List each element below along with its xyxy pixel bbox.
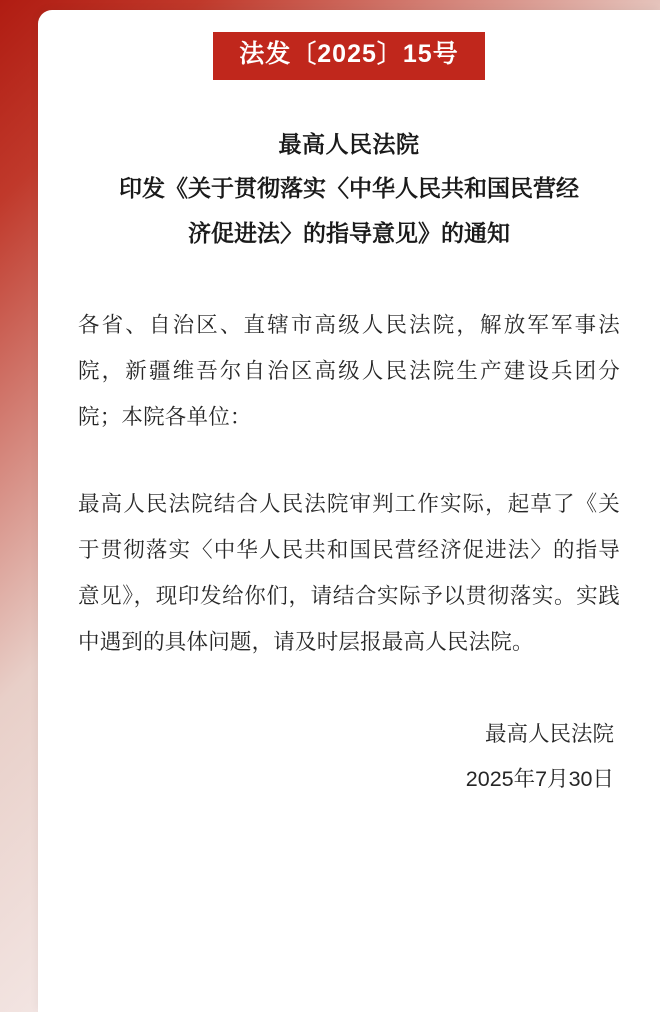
doc-number-text: 法发〔2025〕15号 (213, 32, 484, 80)
doc-number-banner (78, 32, 620, 80)
title-line-1: 最高人民法院 (278, 130, 420, 157)
document-title (78, 122, 620, 257)
title-line-3: 济促进法〉的指导意见》的通知 (188, 220, 510, 247)
document-content (38, 32, 660, 1012)
document-body (78, 302, 620, 666)
body-paragraph-1: 各省、自治区、直辖市高级人民法院，解放军军事法院，新疆维吾尔自治区高级人民法院生产建设兵团分院；本院各单位： (78, 313, 620, 430)
document-card (38, 10, 660, 1012)
document-signature (78, 712, 620, 802)
title-line-2: 印发《关于贯彻落实〈中华人民共和国民营经 (119, 175, 579, 202)
body-paragraph-2: 最高人民法院结合人民法院审判工作实际，起草了《关于贯彻落实〈中华人民共和国民营经济促进法〉的指导意见》，现印发给你们，请结合实际予以贯彻落实。实践中遇到的具体问题，请及时层报最高人民法院。 (78, 491, 620, 655)
signature-issuer: 最高人民法院 (484, 721, 614, 746)
signature-date: 2025年7月30日 (465, 766, 614, 791)
